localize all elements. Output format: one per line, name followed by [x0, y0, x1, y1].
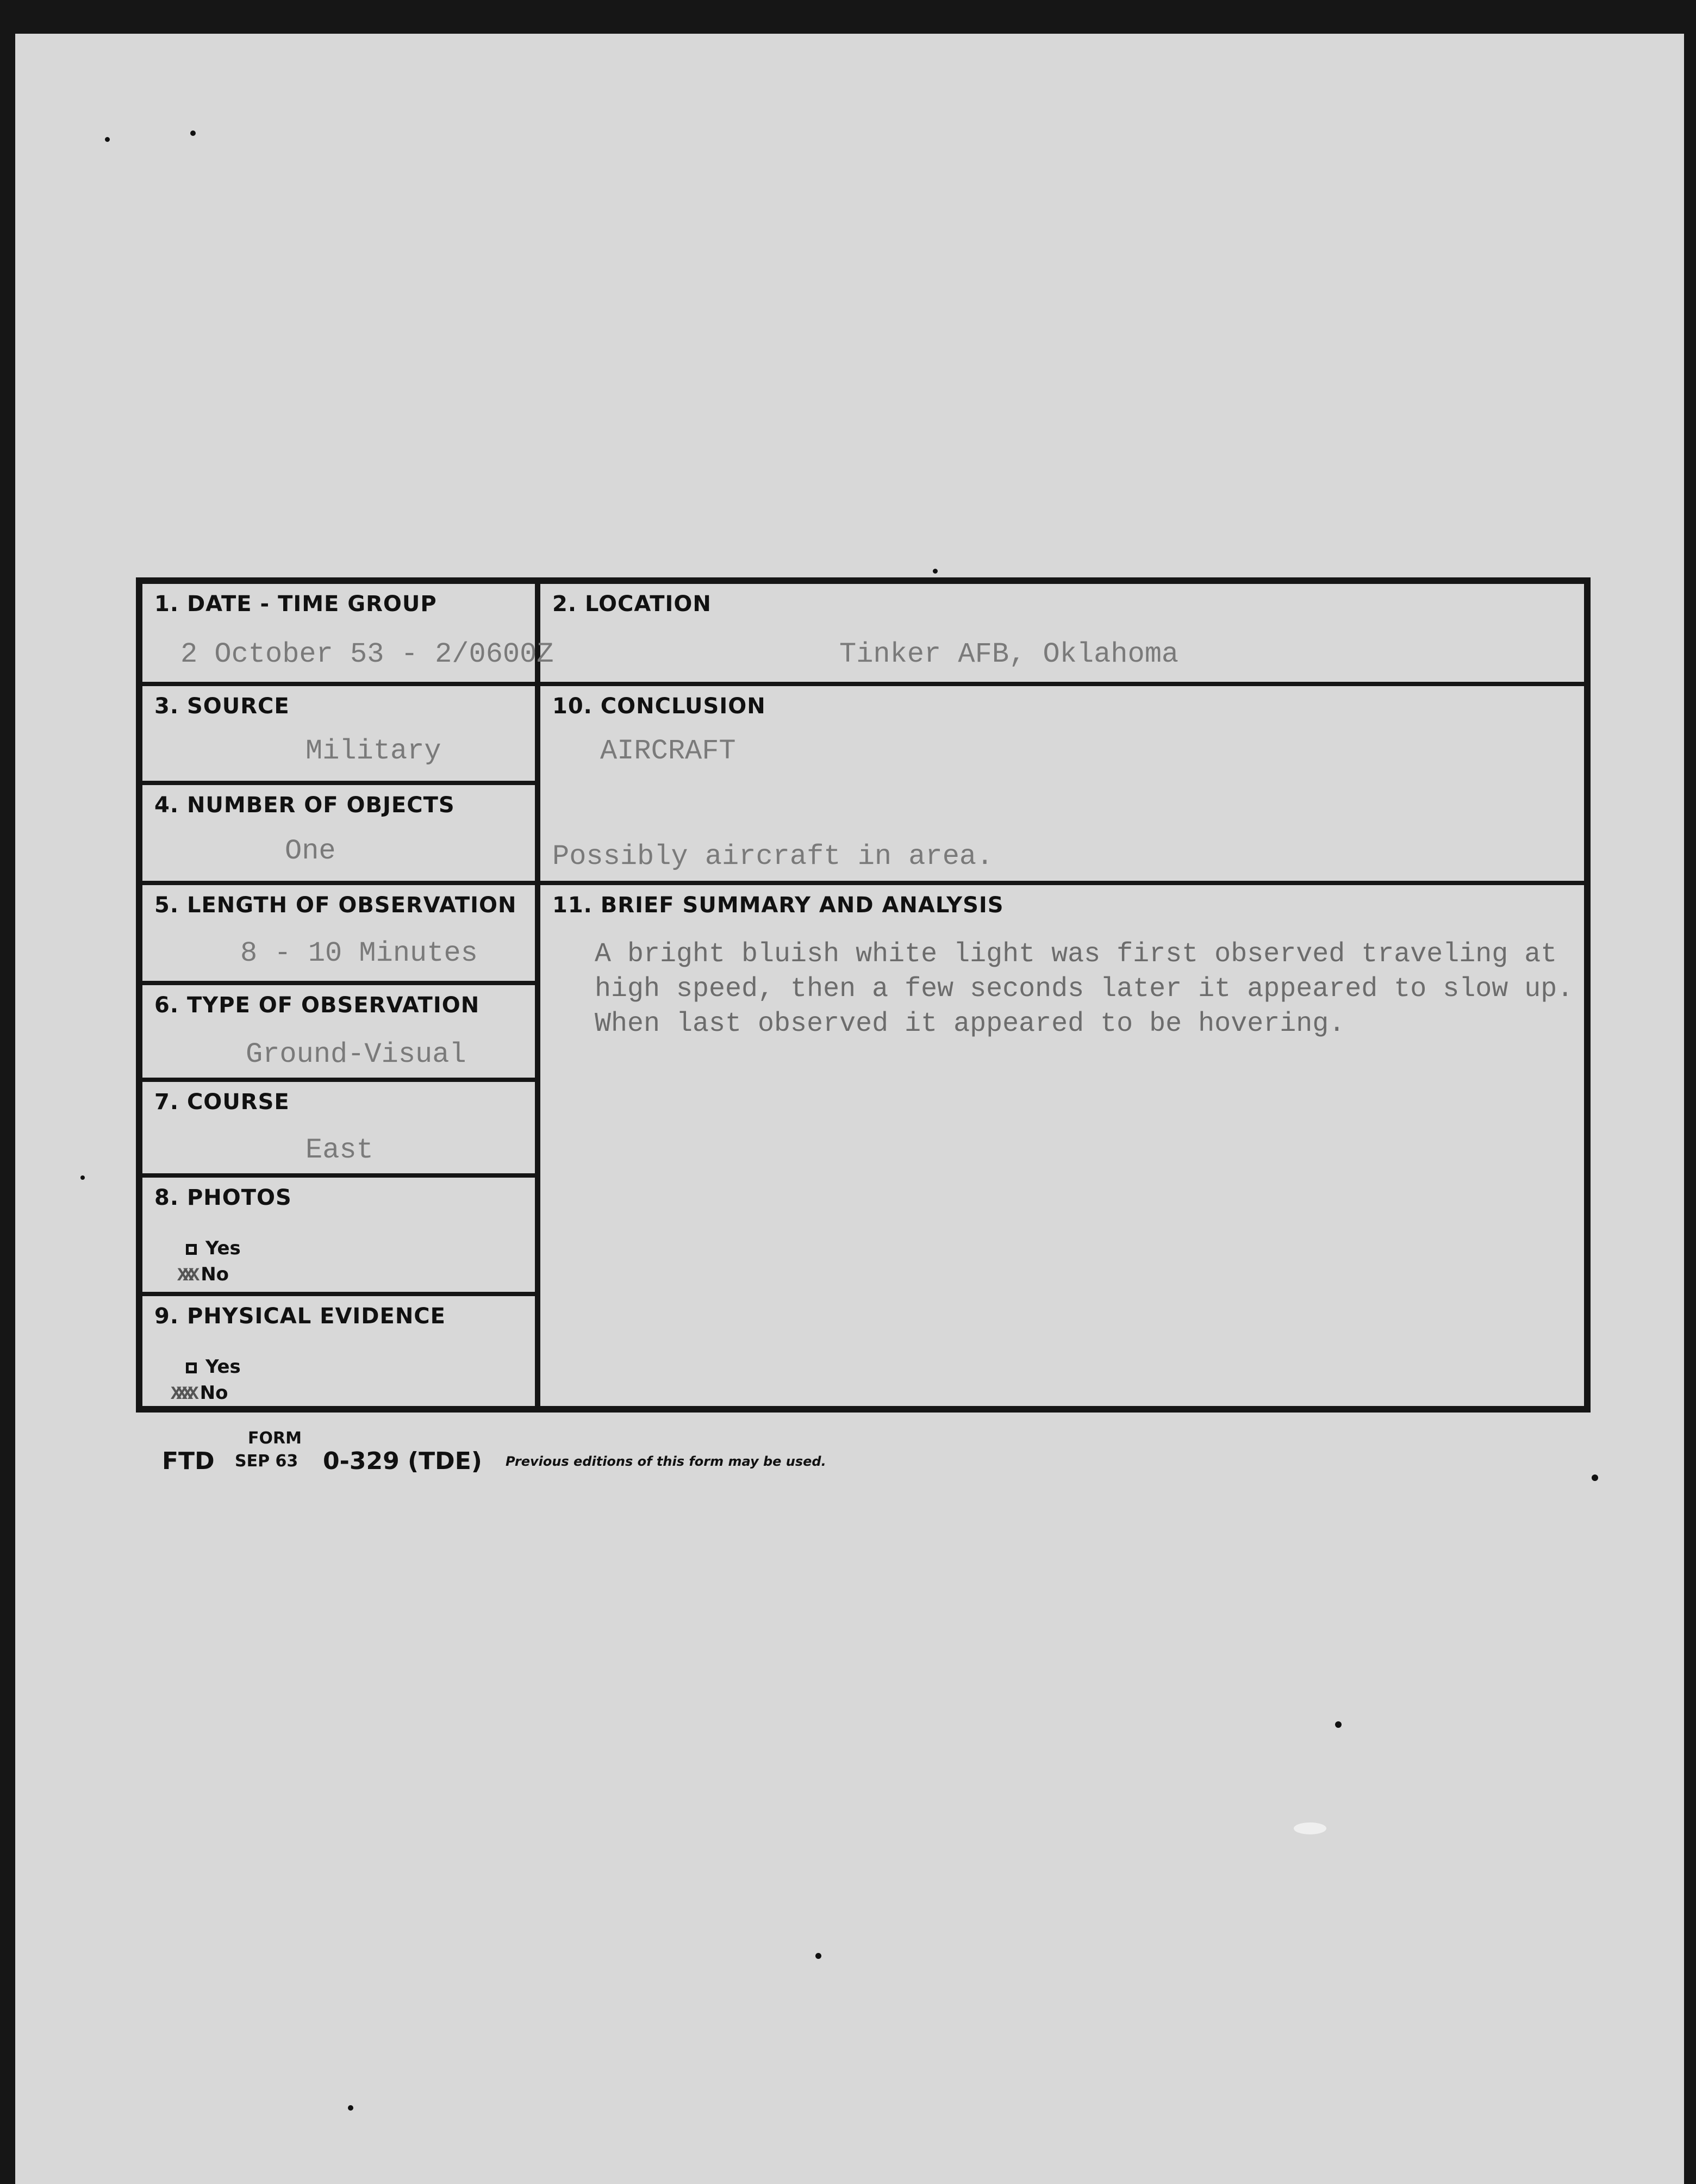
photos-no-option	[177, 1264, 229, 1286]
length-of-observation-value: 8 - 10 Minutes	[240, 937, 478, 969]
location-cell	[540, 584, 1584, 686]
date-time-cell	[142, 584, 554, 686]
photos-label: 8. PHOTOS	[154, 1185, 292, 1210]
speck	[348, 2105, 353, 2111]
conclusion-value: AIRCRAFT	[600, 735, 736, 767]
number-of-objects-cell	[142, 785, 535, 885]
physical-evidence-yes-option	[186, 1356, 241, 1378]
length-of-observation-label: 5. LENGTH OF OBSERVATION	[154, 893, 517, 918]
type-of-observation-value: Ground-Visual	[246, 1038, 466, 1071]
photos-no-label: No	[201, 1264, 229, 1285]
speck	[105, 137, 110, 142]
course-label: 7. COURSE	[154, 1090, 290, 1115]
source-cell	[142, 686, 535, 785]
date-time-label: 1. DATE - TIME GROUP	[154, 592, 437, 617]
photos-cell	[142, 1178, 535, 1296]
source-value: Military	[305, 735, 441, 767]
speck	[1335, 1721, 1342, 1728]
light-blotch	[1294, 1822, 1326, 1834]
project-card-form	[136, 577, 1591, 1413]
physical-evidence-no-mark: XXXX	[171, 1384, 194, 1405]
physical-evidence-yes-label: Yes	[205, 1356, 241, 1378]
summary-text: A bright bluish white light was first observed traveling at high speed, then a few seconds later it appeared to slow up. When last observed it appeared to be hovering.	[595, 939, 1574, 1040]
speck	[80, 1175, 85, 1180]
photos-no-mark: XXX	[177, 1266, 195, 1286]
speck	[815, 1953, 821, 1959]
checkbox-icon	[186, 1362, 197, 1373]
number-of-objects-label: 4. NUMBER OF OBJECTS	[154, 793, 455, 818]
date-time-value: 2 October 53 - 2/0600Z	[180, 638, 554, 670]
footer-date: SEP 63	[235, 1452, 298, 1471]
checkbox-icon	[186, 1244, 197, 1255]
speck	[933, 569, 938, 574]
speck	[190, 130, 196, 136]
physical-evidence-cell	[142, 1296, 535, 1413]
summary-label: 11. BRIEF SUMMARY AND ANALYSIS	[552, 893, 1004, 918]
location-label: 2. LOCATION	[552, 592, 712, 617]
footer-ftd: FTD	[162, 1447, 215, 1475]
conclusion-note: Possibly aircraft in area.	[552, 841, 994, 873]
physical-evidence-label: 9. PHYSICAL EVIDENCE	[154, 1304, 446, 1329]
document-page	[15, 34, 1684, 2184]
footer-form-number: 0-329 (TDE)	[323, 1447, 482, 1475]
course-cell	[142, 1082, 535, 1178]
speck	[1592, 1474, 1598, 1481]
footer-form-word: FORM	[248, 1429, 302, 1448]
location-value: Tinker AFB, Oklahoma	[839, 638, 1179, 670]
physical-evidence-no-label: No	[199, 1382, 228, 1404]
type-of-observation-cell	[142, 985, 535, 1082]
photos-yes-label: Yes	[205, 1237, 241, 1259]
conclusion-label: 10. CONCLUSION	[552, 694, 766, 719]
summary-cell	[540, 885, 1584, 1413]
course-value: East	[305, 1134, 373, 1166]
physical-evidence-no-option	[171, 1382, 228, 1405]
number-of-objects-value: One	[285, 835, 336, 867]
photos-yes-option	[186, 1237, 241, 1259]
length-of-observation-cell	[142, 885, 535, 985]
left-column	[142, 584, 554, 1406]
footer-note: Previous editions of this form may be used.	[506, 1454, 826, 1469]
conclusion-cell	[540, 686, 1584, 885]
type-of-observation-label: 6. TYPE OF OBSERVATION	[154, 993, 480, 1018]
source-label: 3. SOURCE	[154, 694, 290, 719]
